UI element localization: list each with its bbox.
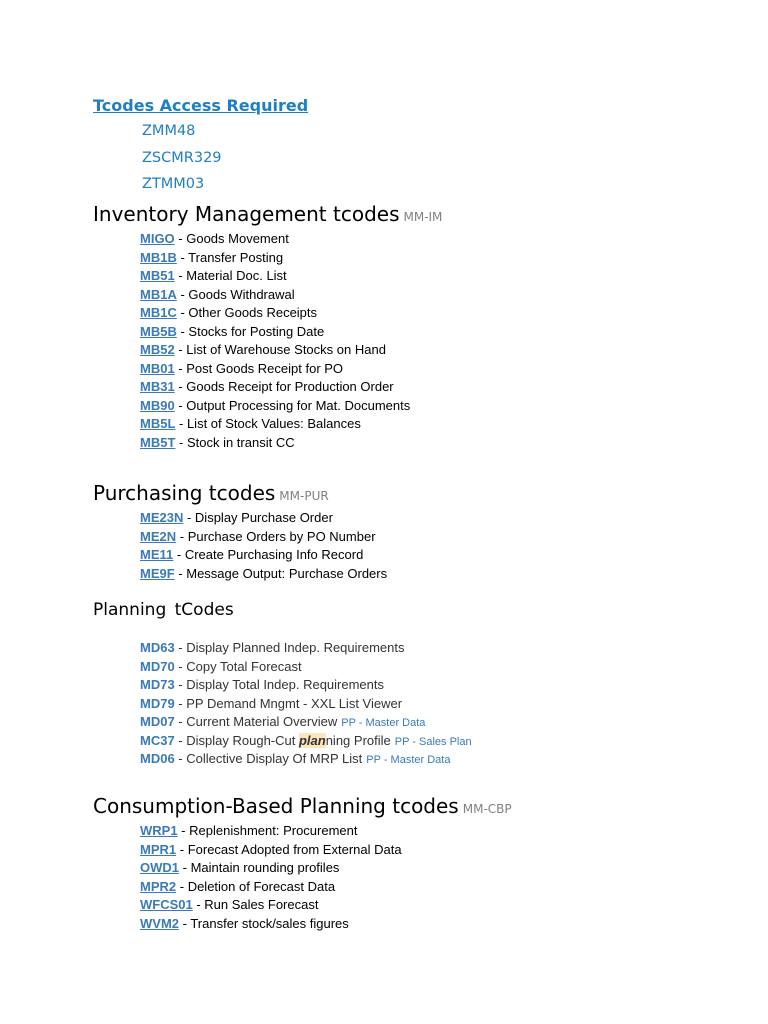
tcode-link[interactable]: MD73 [140, 677, 175, 692]
inventory-row [140, 378, 394, 396]
separator: - [174, 695, 187, 711]
tcode-description: Current Material Overview [186, 714, 338, 729]
tcode-link[interactable]: MD79 [140, 695, 175, 711]
tcode-description: Forecast Adopted from External Data [187, 841, 402, 857]
separator: - [174, 231, 187, 246]
separator: - [179, 860, 191, 875]
tcode-description: Display Total Indep. Requirements [186, 677, 385, 692]
tcode-link[interactable]: MD63 [140, 640, 175, 655]
separator: - [176, 841, 188, 857]
tcode-description: ning Profile [325, 732, 391, 748]
separator: - [176, 286, 189, 302]
tcode-link[interactable]: WVM2 [140, 915, 179, 931]
tcode-link[interactable]: ME2N [140, 528, 177, 544]
separator: - [174, 640, 187, 655]
inventory-row [140, 397, 410, 415]
separator: - [174, 714, 187, 729]
planning-row [140, 639, 405, 657]
tcode-description: Goods Receipt for Production Order [186, 379, 394, 394]
separator: - [174, 677, 187, 692]
inventory-row [140, 304, 317, 322]
inventory-row [140, 341, 386, 359]
tcode-description: Output Processing for Mat. Documents [186, 397, 411, 413]
separator: - [175, 416, 187, 431]
purchasing-category: MM-PUR [279, 489, 329, 503]
separator: - [174, 658, 187, 674]
separator: - [177, 823, 190, 838]
inventory-heading [93, 202, 442, 226]
separator: - [174, 732, 187, 748]
tcode-description: Stock in transit CC [186, 434, 295, 450]
tcode-link[interactable]: MB31 [140, 379, 175, 394]
purchasing-row [140, 509, 333, 527]
tcode-description: PP Demand Mngmt - XXL List Viewer [186, 695, 403, 711]
tcode-description: Run Sales Forecast [204, 897, 319, 912]
tcode-description: Maintain rounding profiles [190, 860, 340, 875]
tcode-link[interactable]: MB52 [140, 342, 175, 357]
access-item-tcode: ZMM48 [142, 123, 196, 139]
tcode-description: Transfer Posting [188, 249, 284, 265]
consumption-row [140, 841, 402, 859]
separator: - [174, 360, 187, 376]
consumption-row [140, 896, 318, 914]
tcode-link[interactable]: WFCS01 [140, 897, 193, 912]
highlighted-term: plan [298, 732, 326, 748]
separator: - [174, 268, 187, 283]
planning-row [140, 676, 384, 694]
tcode-link[interactable]: MD07 [140, 714, 175, 729]
tcode-description: Material Doc. List [186, 268, 287, 283]
separator: - [174, 342, 187, 357]
purchasing-row [140, 528, 376, 546]
separator: - [173, 547, 185, 562]
tcode-description: Purchase Orders by PO Number [187, 528, 376, 544]
purchasing-heading [93, 481, 329, 505]
tcode-link[interactable]: MC37 [140, 732, 175, 748]
consumption-row [140, 915, 349, 933]
inventory-title: Inventory Management tcodes [93, 202, 400, 226]
tcode-description: Collective Display Of MRP List [186, 751, 363, 766]
planning-row [140, 713, 425, 732]
tcode-link[interactable]: MB5T [140, 434, 176, 450]
separator: - [176, 305, 189, 320]
tcode-description: Replenishment: Procurement [189, 823, 358, 838]
consumption-category: MM-CBP [462, 802, 512, 816]
separator: - [183, 510, 195, 525]
access-item-tcode: ZSCMR329 [142, 150, 222, 166]
tcode-link[interactable]: MIGO [140, 231, 175, 246]
separator: - [176, 878, 188, 894]
separator: - [174, 397, 187, 413]
separator: - [176, 323, 189, 339]
tcode-description: Other Goods Receipts [188, 305, 318, 320]
inventory-row [140, 434, 295, 452]
tcode-link[interactable]: ME23N [140, 510, 184, 525]
tcode-link[interactable]: WRP1 [140, 823, 178, 838]
tcode-description: Display Rough-Cut [186, 732, 299, 748]
inventory-row [140, 415, 361, 433]
tcode-link[interactable]: MB1C [140, 305, 177, 320]
tcode-link[interactable]: MB51 [140, 268, 175, 283]
inventory-row [140, 249, 283, 267]
tcode-description: Goods Movement [186, 231, 289, 246]
planning-row [140, 658, 302, 676]
consumption-row [140, 822, 357, 840]
separator: - [179, 915, 191, 931]
tcode-link[interactable]: MB01 [140, 360, 175, 376]
tcode-link[interactable]: MB1B [140, 249, 177, 265]
purchasing-row [140, 565, 387, 583]
tcode-description: List of Warehouse Stocks on Hand [186, 342, 386, 357]
module-tag[interactable]: PP - Master Data [341, 717, 426, 729]
tcode-description: Stocks for Posting Date [188, 323, 325, 339]
tcode-description: Deletion of Forecast Data [187, 878, 336, 894]
planning-row [140, 732, 472, 751]
separator: - [174, 379, 187, 394]
tcode-description: Post Goods Receipt for PO [186, 360, 344, 376]
tcode-description: Create Purchasing Info Record [184, 547, 364, 562]
inventory-row [140, 323, 324, 341]
purchasing-row [140, 546, 363, 564]
tcode-link[interactable]: MB5B [140, 323, 177, 339]
tcode-description: Goods Withdrawal [188, 286, 295, 302]
tcode-link[interactable]: MPR2 [140, 878, 177, 894]
separator: - [192, 897, 205, 912]
tcode-link[interactable]: MB1A [140, 286, 177, 302]
inventory-row [140, 360, 343, 378]
tcode-link[interactable]: MD06 [140, 751, 175, 766]
purchasing-title: Purchasing tcodes [93, 481, 276, 505]
inventory-row [140, 230, 289, 248]
tcode-link[interactable]: MB90 [140, 397, 175, 413]
tcode-description: List of Stock Values: Balances [186, 416, 361, 431]
separator: - [175, 434, 187, 450]
tcode-description: Transfer stock/sales figures [190, 915, 349, 931]
access-item-tcode: ZTMM03 [142, 176, 205, 192]
tcode-description: Copy Total Forecast [186, 658, 302, 674]
separator: - [176, 249, 189, 265]
consumption-row [140, 859, 339, 877]
planning-heading: Planning tCodes [93, 600, 234, 620]
inventory-row [140, 286, 295, 304]
tcode-link[interactable]: MD70 [140, 658, 175, 674]
tcode-description: Message Output: Purchase Orders [186, 565, 388, 581]
tcode-link[interactable]: ME11 [140, 547, 174, 562]
inventory-category: MM-IM [403, 210, 443, 224]
consumption-row [140, 878, 335, 896]
planning-row [140, 695, 402, 713]
consumption-title: Consumption-Based Planning tcodes [93, 794, 459, 818]
inventory-row [140, 267, 287, 285]
tcode-description: Display Purchase Order [194, 510, 333, 525]
separator: - [176, 528, 188, 544]
separator: - [174, 751, 187, 766]
separator: - [174, 565, 187, 581]
consumption-heading [93, 794, 512, 818]
module-tag[interactable]: PP - Sales Plan [394, 735, 472, 748]
planning-row [140, 750, 450, 769]
tcode-link[interactable]: ME9F [140, 565, 175, 581]
tcode-description: Display Planned Indep. Requirements [186, 640, 405, 655]
tcode-link[interactable]: OWD1 [140, 860, 179, 875]
module-tag[interactable]: PP - Master Data [366, 754, 451, 766]
access-title[interactable]: Tcodes Access Required [93, 96, 309, 115]
tcode-link[interactable]: MPR1 [140, 841, 177, 857]
tcode-link[interactable]: MB5L [140, 416, 176, 431]
